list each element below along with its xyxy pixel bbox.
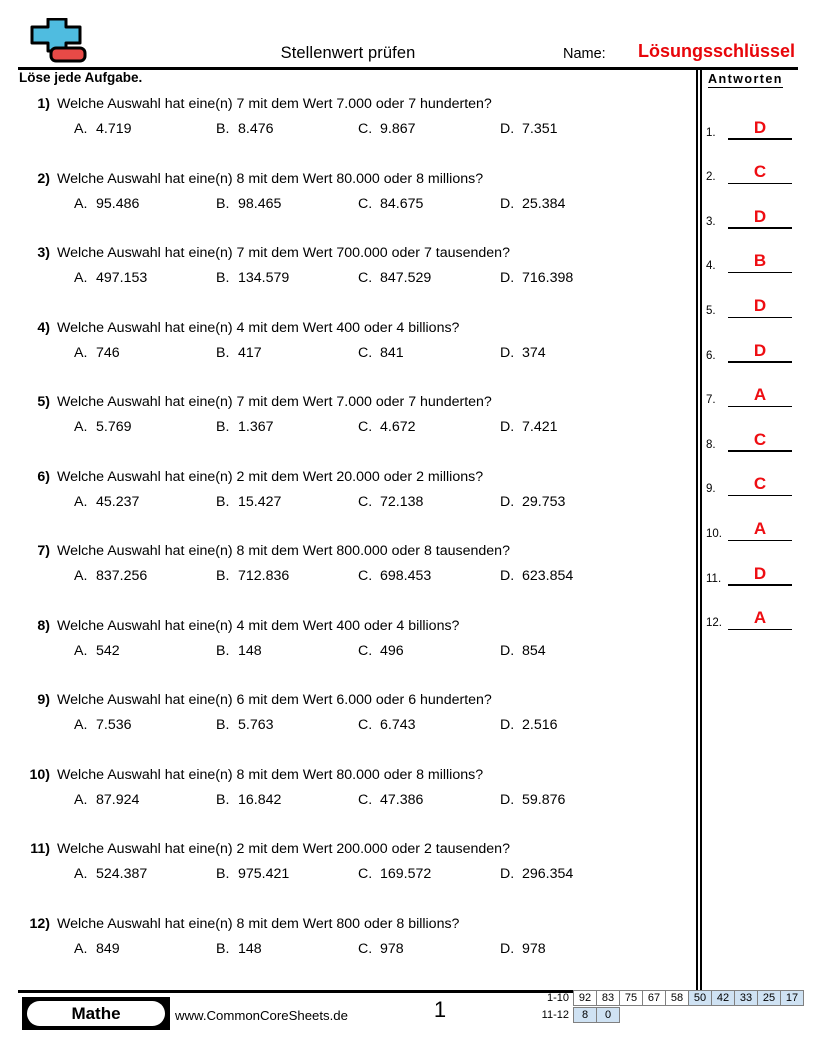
answer-item-number: 11.	[706, 572, 722, 585]
score-grid	[533, 990, 804, 1024]
choice-option[interactable]	[358, 643, 404, 659]
question-text: Welche Auswahl hat eine(n) 7 mit dem Wert 7.000 oder 7 hunderten?	[57, 96, 492, 112]
answer-item-number: 4.	[706, 260, 716, 273]
choice-label: D.	[500, 791, 515, 808]
answer-item-number: 2.	[706, 171, 716, 184]
answer-write-line	[728, 361, 792, 362]
choice-value: 524.387	[96, 866, 148, 882]
answer-item	[706, 147, 806, 192]
choice-label: B.	[216, 866, 230, 882]
question-block	[0, 841, 690, 916]
answer-write-line	[728, 317, 792, 318]
answer-write-line	[728, 629, 792, 630]
question-number: 5)	[37, 394, 50, 410]
choice-label: A.	[74, 791, 88, 808]
choice-option[interactable]	[216, 717, 274, 733]
choice-value: 1.367	[238, 419, 274, 435]
question-number: 11)	[30, 841, 50, 857]
question-number: 3)	[37, 245, 50, 261]
answer-item	[706, 191, 806, 236]
answer-write-line	[728, 584, 792, 585]
choice-label: A.	[74, 195, 88, 212]
choice-option[interactable]	[358, 345, 404, 361]
choice-value: 7.536	[96, 717, 132, 733]
question-block	[0, 469, 690, 544]
choice-label: A.	[74, 493, 88, 510]
choice-value: 29.753	[522, 493, 566, 510]
choice-option[interactable]	[500, 345, 546, 361]
choice-value: 374	[522, 344, 546, 361]
choice-option[interactable]	[500, 196, 565, 212]
answer-write-line	[728, 138, 792, 139]
answer-item	[706, 459, 806, 504]
choice-value: 87.924	[96, 791, 140, 808]
answer-item	[706, 102, 806, 147]
choice-option[interactable]	[358, 568, 431, 584]
question-number: 12)	[29, 915, 50, 932]
choices-row	[0, 270, 690, 294]
choice-option[interactable]	[500, 792, 565, 808]
answer-item-value: A	[753, 385, 767, 405]
answer-item	[706, 370, 806, 415]
choice-option[interactable]	[74, 568, 147, 584]
question-block	[0, 692, 690, 767]
choice-label: C.	[358, 717, 373, 733]
question-number: 7)	[37, 543, 50, 559]
answer-item-value: C	[753, 474, 767, 494]
answer-item-number: 9.	[706, 483, 716, 496]
question-text: Welche Auswahl hat eine(n) 2 mit dem Wert 200.000 oder 2 tausenden?	[57, 841, 510, 857]
choice-option[interactable]	[500, 941, 546, 957]
question-block	[0, 96, 690, 171]
question-prompt-row	[0, 841, 690, 865]
choice-option[interactable]	[74, 866, 147, 882]
question-text: Welche Auswahl hat eine(n) 2 mit dem Wert 20.000 oder 2 millions?	[57, 468, 484, 485]
choice-option[interactable]	[216, 196, 281, 212]
score-cells	[574, 990, 804, 1006]
question-text: Welche Auswahl hat eine(n) 8 mit dem Wert 80.000 oder 8 millions?	[57, 170, 484, 187]
choice-label: D.	[500, 270, 515, 286]
choice-value: 15.427	[238, 493, 282, 510]
choices-row	[0, 568, 690, 592]
choice-option[interactable]	[74, 196, 139, 212]
answer-item-value: D	[753, 206, 767, 226]
choice-label: B.	[216, 195, 230, 212]
choices-row	[0, 419, 690, 443]
choice-label: A.	[74, 344, 88, 361]
instruction-text: Löse jede Aufgabe.	[19, 70, 143, 85]
choice-label: B.	[216, 419, 230, 435]
choice-value: 5.769	[96, 419, 132, 435]
question-prompt-row	[0, 320, 690, 344]
choice-option[interactable]	[74, 792, 139, 808]
divider-line-right	[700, 68, 702, 990]
choice-option[interactable]	[74, 494, 139, 510]
question-number: 4)	[37, 319, 50, 336]
score-row	[533, 990, 804, 1006]
choice-label: C.	[358, 121, 373, 137]
choice-option[interactable]	[216, 568, 289, 584]
answer-write-line	[728, 227, 792, 228]
score-cell: 17	[780, 990, 804, 1006]
score-row-label: 1-10	[546, 992, 569, 1004]
choice-value: 978	[380, 940, 404, 957]
score-cell: 33	[734, 990, 758, 1006]
answer-write-line	[728, 406, 792, 407]
choice-value: 7.421	[522, 419, 558, 435]
divider-line-left	[696, 68, 698, 990]
question-text: Welche Auswahl hat eine(n) 8 mit dem Wert 800 oder 8 billions?	[57, 915, 460, 932]
question-number: 9)	[37, 692, 50, 708]
choice-label: B.	[216, 791, 230, 808]
question-number: 1)	[37, 96, 50, 112]
choice-label: A.	[74, 866, 88, 882]
name-label: Name:	[563, 46, 606, 62]
choice-label: A.	[74, 568, 88, 584]
answer-item-value: B	[753, 251, 767, 271]
choice-value: 623.854	[522, 568, 574, 584]
choice-option[interactable]	[216, 121, 274, 137]
choice-value: 16.842	[238, 791, 282, 808]
choice-value: 698.453	[380, 568, 432, 584]
choice-label: B.	[216, 121, 230, 137]
brand-badge	[22, 997, 170, 1030]
choice-value: 746	[96, 344, 120, 361]
choice-label: D.	[500, 642, 515, 659]
choice-option[interactable]	[216, 792, 281, 808]
questions-list	[0, 96, 690, 990]
choice-label: B.	[216, 940, 230, 957]
answer-item	[706, 280, 806, 325]
choice-option[interactable]	[500, 270, 573, 286]
choice-label: C.	[358, 940, 373, 957]
answer-write-line	[728, 183, 792, 184]
page-number: 1	[433, 997, 447, 1022]
brand-label: Mathe	[27, 1001, 165, 1026]
choice-value: 25.384	[522, 195, 566, 212]
choices-row	[0, 643, 690, 667]
choice-option[interactable]	[500, 568, 573, 584]
choice-option[interactable]	[358, 866, 431, 882]
choice-option[interactable]	[216, 494, 281, 510]
choice-label: D.	[500, 344, 515, 361]
question-prompt-row	[0, 171, 690, 195]
choice-option[interactable]	[74, 643, 120, 659]
choice-label: C.	[358, 419, 373, 435]
choice-value: 2.516	[522, 717, 558, 733]
answer-write-line	[728, 272, 792, 273]
choice-option[interactable]	[500, 419, 558, 435]
question-prompt-row	[0, 692, 690, 716]
score-cell: 75	[619, 990, 643, 1006]
choice-option[interactable]	[216, 345, 262, 361]
answer-item-number: 5.	[706, 304, 716, 317]
choice-value: 45.237	[96, 493, 140, 510]
question-block	[0, 618, 690, 693]
choice-option[interactable]	[358, 717, 416, 733]
choice-label: A.	[74, 717, 88, 733]
choices-row	[0, 121, 690, 145]
question-number: 2)	[37, 170, 50, 187]
choice-value: 712.836	[238, 568, 290, 584]
score-cell: 92	[573, 990, 597, 1006]
choice-value: 978	[522, 940, 546, 957]
answer-item	[706, 236, 806, 281]
score-cell: 0	[596, 1007, 620, 1023]
choice-option[interactable]	[358, 121, 416, 137]
vertical-divider	[696, 68, 702, 990]
choice-value: 9.867	[380, 121, 416, 137]
choice-option[interactable]	[500, 121, 558, 137]
choice-value: 4.719	[96, 121, 132, 137]
answer-item-number: 12.	[706, 617, 722, 630]
question-block	[0, 245, 690, 320]
choice-label: D.	[500, 717, 515, 733]
question-number: 10)	[29, 766, 50, 783]
choice-value: 496	[380, 642, 404, 659]
question-text: Welche Auswahl hat eine(n) 6 mit dem Wert 6.000 oder 6 hunderten?	[57, 692, 492, 708]
choice-value: 4.672	[380, 419, 416, 435]
question-prompt-row	[0, 245, 690, 269]
answer-item-value: C	[753, 162, 767, 182]
choice-label: C.	[358, 791, 373, 808]
question-text: Welche Auswahl hat eine(n) 4 mit dem Wert 400 oder 4 billions?	[57, 319, 460, 336]
choice-label: D.	[500, 866, 515, 882]
question-prompt-row	[0, 96, 690, 120]
question-prompt-row	[0, 767, 690, 791]
question-text: Welche Auswahl hat eine(n) 4 mit dem Wert 400 oder 4 billions?	[57, 617, 460, 634]
choice-label: C.	[358, 493, 373, 510]
answer-item-number: 1.	[706, 126, 716, 139]
question-number: 8)	[37, 617, 50, 634]
answer-item-value: C	[753, 429, 767, 449]
choice-value: 98.465	[238, 195, 282, 212]
score-cell: 83	[596, 990, 620, 1006]
answer-item-value: D	[753, 117, 767, 137]
choice-label: D.	[500, 121, 515, 137]
question-block	[0, 543, 690, 618]
answers-panel-title: Antworten	[708, 72, 783, 86]
answer-item-number: 6.	[706, 349, 716, 362]
page-header	[18, 14, 798, 68]
choice-label: C.	[358, 866, 373, 882]
choice-option[interactable]	[74, 419, 132, 435]
choices-row	[0, 345, 690, 369]
answer-write-line	[728, 450, 792, 451]
choice-label: C.	[358, 195, 373, 212]
choice-value: 148	[238, 642, 262, 659]
question-prompt-row	[0, 394, 690, 418]
choice-value: 95.486	[96, 195, 140, 212]
choice-label: B.	[216, 493, 230, 510]
choice-label: C.	[358, 642, 373, 659]
choice-label: B.	[216, 344, 230, 361]
question-text: Welche Auswahl hat eine(n) 8 mit dem Wert 800.000 oder 8 tausenden?	[57, 543, 510, 559]
score-cell: 50	[688, 990, 712, 1006]
choice-label: C.	[358, 344, 373, 361]
choice-label: B.	[216, 642, 230, 659]
choice-label: B.	[216, 717, 230, 733]
choice-value: 59.876	[522, 791, 566, 808]
choice-label: A.	[74, 419, 88, 435]
choice-option[interactable]	[500, 494, 565, 510]
score-cell: 42	[711, 990, 735, 1006]
choice-option[interactable]	[358, 196, 423, 212]
answers-list	[706, 102, 806, 637]
choice-option[interactable]	[358, 494, 423, 510]
choice-value: 47.386	[380, 791, 424, 808]
choice-label: D.	[500, 493, 515, 510]
choices-row	[0, 494, 690, 518]
choice-value: 5.763	[238, 717, 274, 733]
answer-item-number: 10.	[706, 527, 722, 540]
choice-value: 841	[380, 344, 404, 361]
choice-option[interactable]	[74, 121, 132, 137]
answer-item	[706, 548, 806, 593]
answer-key-label: Lösungsschlüssel	[638, 41, 796, 61]
score-cells	[574, 1007, 620, 1023]
score-row-label: 11-12	[541, 1009, 569, 1021]
answer-item-value: A	[753, 608, 767, 628]
score-cell: 25	[757, 990, 781, 1006]
answer-write-line	[728, 495, 792, 496]
choice-value: 7.351	[522, 121, 558, 137]
question-block	[0, 320, 690, 395]
choice-label: C.	[358, 568, 373, 584]
answer-item-number: 3.	[706, 215, 716, 228]
score-cell: 8	[573, 1007, 597, 1023]
choice-value: 849	[96, 940, 120, 957]
question-prompt-row	[0, 618, 690, 642]
question-prompt-row	[0, 543, 690, 567]
answer-item-value: D	[753, 340, 767, 360]
choices-row	[0, 792, 690, 816]
choice-option[interactable]	[216, 941, 262, 957]
choice-label: B.	[216, 270, 230, 286]
choice-value: 542	[96, 642, 120, 659]
choice-value: 497.153	[96, 270, 148, 286]
choice-option[interactable]	[74, 717, 132, 733]
answer-item-value: D	[753, 295, 767, 315]
question-block	[0, 171, 690, 246]
choice-label: D.	[500, 195, 515, 212]
choice-value: 296.354	[522, 866, 574, 882]
answer-write-line	[728, 540, 792, 541]
score-row	[533, 1007, 804, 1023]
score-cell: 58	[665, 990, 689, 1006]
choice-value: 6.743	[380, 717, 416, 733]
choice-value: 975.421	[238, 866, 290, 882]
choice-option[interactable]	[358, 792, 423, 808]
choice-option[interactable]	[500, 643, 546, 659]
choice-option[interactable]	[216, 419, 274, 435]
choice-label: A.	[74, 270, 88, 286]
score-cell: 67	[642, 990, 666, 1006]
choices-row	[0, 941, 690, 965]
choice-option[interactable]	[500, 866, 573, 882]
choice-option[interactable]	[216, 866, 289, 882]
page-title: Stellenwert prüfen	[280, 44, 416, 62]
question-text: Welche Auswahl hat eine(n) 7 mit dem Wert 7.000 oder 7 hunderten?	[57, 394, 492, 410]
choice-option[interactable]	[216, 270, 289, 286]
choice-value: 84.675	[380, 195, 424, 212]
answer-item-value: D	[753, 563, 767, 583]
choice-label: C.	[358, 270, 373, 286]
choice-value: 837.256	[96, 568, 148, 584]
choice-option[interactable]	[358, 270, 431, 286]
answer-item-number: 8.	[706, 438, 716, 451]
choice-option[interactable]	[74, 345, 120, 361]
question-text: Welche Auswahl hat eine(n) 7 mit dem Wert 700.000 oder 7 tausenden?	[57, 245, 510, 261]
choice-option[interactable]	[500, 717, 558, 733]
choice-label: D.	[500, 568, 515, 584]
choice-value: 148	[238, 940, 262, 957]
answer-item	[706, 593, 806, 638]
choice-value: 417	[238, 344, 262, 361]
question-prompt-row	[0, 469, 690, 493]
choice-option[interactable]	[358, 941, 404, 957]
choice-label: B.	[216, 568, 230, 584]
choice-label: D.	[500, 419, 515, 435]
choice-label: A.	[74, 940, 88, 957]
question-prompt-row	[0, 916, 690, 940]
question-block	[0, 916, 690, 991]
choice-option[interactable]	[74, 941, 120, 957]
choice-label: D.	[500, 940, 515, 957]
choice-value: 134.579	[238, 270, 290, 286]
choice-label: A.	[74, 642, 88, 659]
choice-label: A.	[74, 121, 88, 137]
choice-value: 854	[522, 642, 546, 659]
choice-value: 169.572	[380, 866, 432, 882]
choice-value: 716.398	[522, 270, 574, 286]
choices-row	[0, 196, 690, 220]
choice-value: 72.138	[380, 493, 424, 510]
answer-item	[706, 503, 806, 548]
site-url: www.CommonCoreSheets.de	[175, 1008, 348, 1023]
answer-item	[706, 325, 806, 370]
answer-item	[706, 414, 806, 459]
question-block	[0, 767, 690, 842]
choice-value: 847.529	[380, 270, 432, 286]
answer-item-number: 7.	[706, 394, 716, 407]
question-block	[0, 394, 690, 469]
question-number: 6)	[37, 468, 50, 485]
answer-item-value: A	[753, 518, 767, 538]
choice-option[interactable]	[216, 643, 262, 659]
choices-row	[0, 866, 690, 890]
choice-option[interactable]	[74, 270, 147, 286]
question-text: Welche Auswahl hat eine(n) 8 mit dem Wert 80.000 oder 8 millions?	[57, 766, 484, 783]
choices-row	[0, 717, 690, 741]
choice-option[interactable]	[358, 419, 416, 435]
choice-value: 8.476	[238, 121, 274, 137]
